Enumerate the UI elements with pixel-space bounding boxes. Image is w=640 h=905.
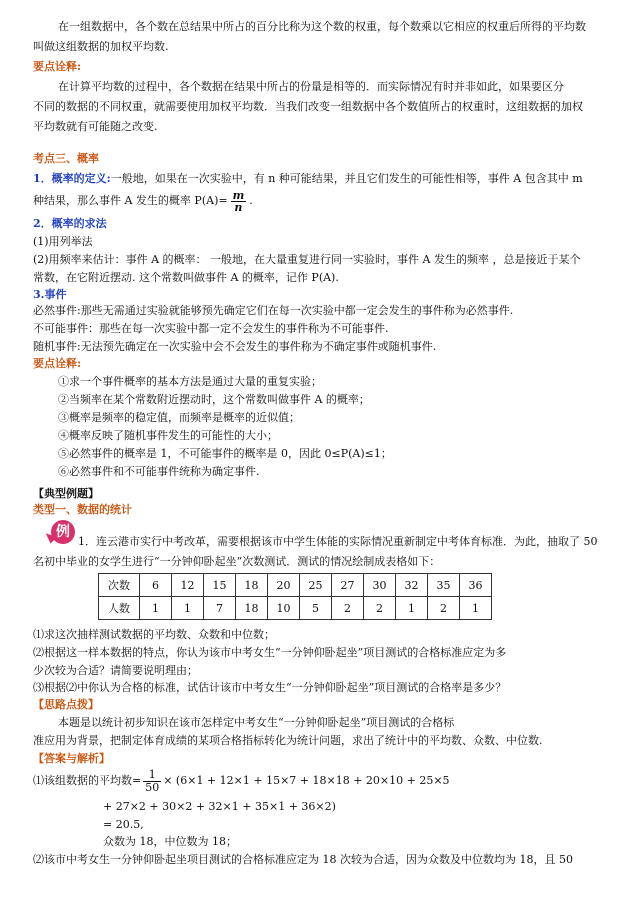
weight-tips-line1: 在计算平均数的过程中，各个数据在结果中所占的份量是相等的．而实际情况有时并非如此，如果要区分 [58,80,564,93]
answer-line5: ⑵该市中考女生一分钟仰卧起坐项目测试的合格标准应定为 18 次较为合适，因为众数及中位数均为 18，且 50 [33,853,573,866]
sub-question-3: ⑶根据⑵中你认为合格的标准，试估计该市中考女生“一分钟仰卧起坐”项目测试的合格率是多少？ [33,681,507,694]
fraction-denominator: n [234,200,243,214]
sub-question-2-line1: ⑵根据这一样本数据的特点，你认为该市中考女生“一分钟仰卧起坐”项目测试的合格标准应定为多 [33,646,507,659]
table-cell: 2 [332,597,364,620]
probability-tip-2: ②当频率在某个常数附近摆动时，这个常数叫做事件 A 的概率； [58,393,370,406]
probability-method-2-line2: 常数，在它附近摆动. 这个常数叫做事件 A 的概率，记作 P(A). [33,271,339,284]
table-cell: 10 [268,597,300,620]
answer-line2: + 27×2 + 30×2 + 32×1 + 35×1 + 36×2) [103,800,336,813]
hint-heading: 【思路点拨】 [33,698,99,711]
fraction-denominator: 50 [145,780,160,794]
probability-definition-line2 [33,188,253,214]
table-cell: 30 [364,574,396,597]
weight-tips-line2: 不同的数据的不同权重，就需要使用加权平均数．当我们改变一组数据中各个数值所占的权重时，这组数据的加权 [33,100,583,113]
table-cell: 2 [428,597,460,620]
weight-paragraph-line1: 在一组数据中，各个数在总结果中所占的百分比称为这个数的权重，每个数乘以它相应的权重后所得的平均数 [58,20,586,33]
table-cell: 5 [300,597,332,620]
table-cell: 18 [236,597,268,620]
hint-line1: 本题是以统计初步知识在该市怎样定中考女生“一分钟仰卧起坐”项目测试的合格标 [58,716,455,729]
table-cell: 36 [460,574,492,597]
table-cell: 27 [332,574,364,597]
table-cell: 20 [268,574,300,597]
table-cell: 1 [396,597,428,620]
fraction-numerator: 1 [143,769,161,782]
table-row-counts [99,574,492,597]
question-line1: 1．连云港市实行中考改革，需要根据该市中学生体能的实际情况重新制定中考体育标准．为此，抽取了 50 [78,535,598,548]
probability-method-heading: 2．概率的求法 [33,217,107,230]
probability-definition-line1 [33,172,583,186]
events-heading: 3.事件 [33,288,67,301]
weight-tips-heading: 要点诠释: [33,60,82,73]
impossible-event: 不可能事件：那些在每一次实验中都一定不会发生的事件称为不可能事件. [33,322,389,335]
answer-fraction [143,769,161,794]
answer-line3: = 20.5, [103,818,144,831]
random-event: 随机事件:无法预先确定在一次实验中会不会发生的事件称为不确定事件或随机事件. [33,340,437,353]
table-cell: 32 [396,574,428,597]
table-cell: 12 [172,574,204,597]
question-line2: 名初中毕业的女学生进行“一分钟仰卧起坐”次数测试．测试的情况绘制成表格如下： [33,555,441,568]
formula-end: . [249,194,253,207]
answer-heading: 【答案与解析】 [33,752,110,765]
table-cell: 2 [364,597,396,620]
probability-tip-1: ①求一个事件概率的基本方法是通过大量的重复实验； [58,375,322,388]
situp-data-table [98,573,492,620]
example-type-heading: 类型一、数据的统计 [33,503,132,516]
sub-question-2-line2: 少次较为合适？请简要说明理由； [33,664,198,677]
probability-definition-text: 一般地，如果在一次实验中，有 n 种可能结果，并且它们发生的可能性相等，事件 A 包含其中 m [110,172,583,185]
answer-mean-label: ⑴该组数据的平均数= [33,774,142,787]
hint-line2: 准应用为背景，把制定体育成绩的某项合格指标转化为统计问题，求出了统计中的平均数、众数、中位数. [33,734,543,747]
sub-question-1: ⑴求这次抽样测试数据的平均数、众数和中位数； [33,628,275,641]
probability-fraction [231,190,247,213]
weight-paragraph-line2: 叫做这组数据的加权平均数. [33,40,169,53]
probability-tip-6: ⑥必然事件和不可能事件统称为确定事件. [58,465,260,478]
table-row-header: 次数 [99,574,140,597]
probability-method-1: (1)用列举法 [33,235,93,248]
table-row-header: 人数 [99,597,140,620]
table-cell: 1 [172,597,204,620]
example-badge-icon: 例 [51,520,75,544]
table-cell: 6 [140,574,172,597]
table-cell: 1 [140,597,172,620]
answer-line4: 众数为 18，中位数为 18； [103,835,237,848]
probability-formula-text: 种结果，那么事件 A 发生的概率 P(A)= [33,194,228,207]
answer-line1 [33,766,450,796]
table-row-people [99,597,492,620]
table-cell: 35 [428,574,460,597]
answer-sum-part1: × (6×1 + 12×1 + 15×7 + 18×18 + 20×10 + 25×5 [163,774,450,787]
table-cell: 15 [204,574,236,597]
table-cell: 1 [460,597,492,620]
table-cell: 7 [204,597,236,620]
table-cell: 18 [236,574,268,597]
weight-tips-line3: 平均数就有可能随之改变. [33,120,158,133]
fraction-numerator: m [232,188,245,202]
probability-method-2-line1: (2)用频率来估计：事件 A 的概率： 一般地，在大量重复进行同一实验时，事件 A 发生的频率 ，总是接近于某个 [33,253,581,266]
certain-event: 必然事件:那些无需通过实验就能够预先确定它们在每一次实验中都一定会发生的事件称为必然事件. [33,304,514,317]
probability-tip-5: ⑤必然事件的概率是 1，不可能事件的概率是 0，因此 0≤P(A)≤1； [58,447,392,460]
examples-title: 【典型例题】 [33,487,99,500]
table-cell: 25 [300,574,332,597]
probability-definition-heading: 1．概率的定义: [33,172,111,185]
probability-section-title: 考点三、概率 [33,152,99,165]
probability-tips-heading: 要点诠释: [33,357,82,370]
probability-tip-4: ④概率反映了随机事件发生的可能性的大小； [58,429,278,442]
probability-tip-3: ③概率是频率的稳定值，而频率是概率的近似值； [58,411,300,424]
